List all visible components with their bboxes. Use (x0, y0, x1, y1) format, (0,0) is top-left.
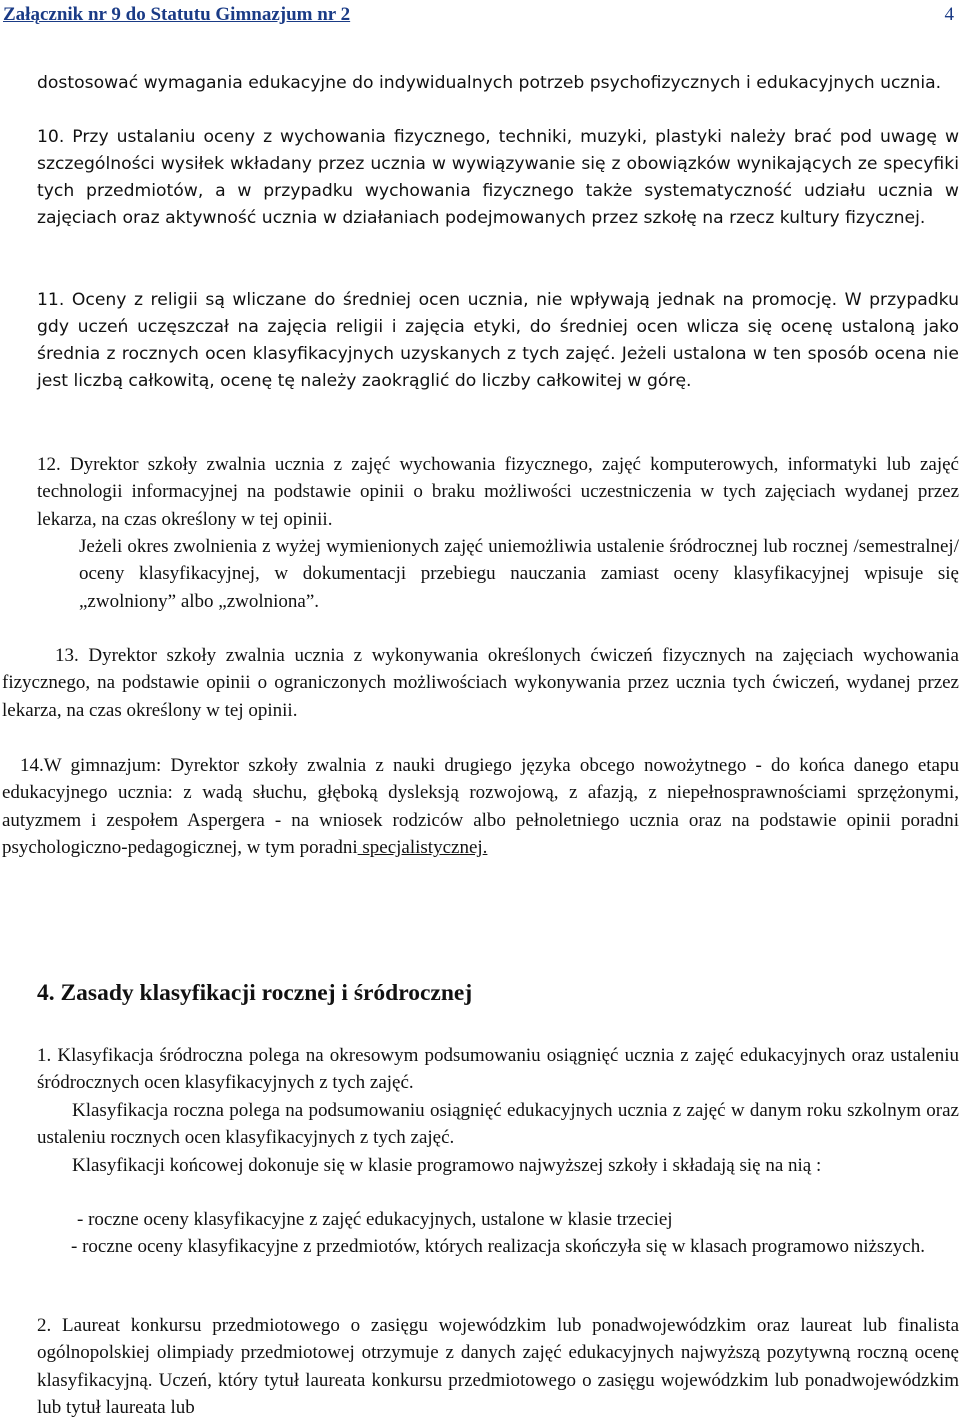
paragraph-14-underlined: specjalistycznej (357, 836, 483, 858)
dash-item-2: - roczne oceny klasyfikacyjne z przedmiotów, których realizacja skończyła się w klasach programowo niższych. (71, 1236, 925, 1257)
paragraph-10: 10. Przy ustalaniu oceny z wychowania fizycznego, techniki, muzyki, plastyki należy brać pod uwagę w szczególności wysiłek wkładany przez ucznia w wywiązywanie się z obowiązków wynikających ze specyfiki tych przedmiotów, a w przypadku wychowania fizycznego także systematyczność udziału ucznia w zajęciach oraz aktywność ucznia w działaniach podejmowanych przez szkołę na rzecz kultury fizycznej. (37, 127, 959, 228)
paragraph-12: 12. Dyrektor szkoły zwalnia ucznia z zajęć wychowania fizycznego, zajęć komputerowych, informatyki lub zajęć technologii informacyjnej na podstawie opinii o braku możliwości uczestniczenia w tych zajęciach wydanej przez lekarza, na czas określony w tej opinii. (37, 454, 959, 530)
document-header-title: Załącznik nr 9 do Statutu Gimnazjum nr 2 (3, 4, 351, 25)
paragraph-14-text: 14.W gimnazjum: Dyrektor szkoły zwalnia z nauki drugiego języka obcego nowożytnego - do końca danego etapu edukacyjnego ucznia: z wadą słuchu, głęboką dysleksją rozwojową, z afazją, z niepełnosprawnościami sprzężonymi, autyzmem i zespołem Aspergera - na wniosek rodziców albo pełnoletniego ucznia oraz na podstawie opinii poradni psychologiczno-pedagogicznej, w tym poradni (2, 755, 959, 858)
section-point-1: 1. Klasyfikacja śródroczna polega na okresowym podsumowaniu osiągnięć ucznia z zajęć edukacyjnych oraz ustaleniu śródrocznych ocen klasyfikacyjnych z tych zajęć. (37, 1045, 959, 1094)
page-number: 4 (944, 4, 954, 25)
paragraph-14-end: . (482, 836, 488, 858)
section-point-2: 2. Laureat konkursu przedmiotowego o zasięgu wojewódzkim lub ponadwojewódzkim oraz laureat lub finalista ogólnopolskiej olimpiady przedmiotowej otrzymuje z danych zajęć edukacyjnych najwyższą pozytywną roczną ocenę klasyfikacyjną. Uczeń, który tytuł laureata konkursu przedmiotowego o zasięgu wojewódzkim lub ponadwojewódzkim lub tytuł laureata lub (37, 1315, 959, 1418)
paragraph-11: 11. Oceny z religii są wliczane do średniej ocen ucznia, nie wpływają jednak na promocję. W przypadku gdy uczeń uczęszczał na zajęcia religii i zajęcia etyki, do średniej ocen wlicza się ocenę ustaloną jako średnia z rocznych ocen klasyfikacyjnych uzyskanych z tych zajęć. Jeżeli ustalona w ten sposób ocena nie jest liczbą całkowitą, ocenę tę należy zaokrąglić do liczby całkowitej w górę. (37, 290, 959, 391)
dash-item-1: - roczne oceny klasyfikacyjne z zajęć edukacyjnych, ustalone w klasie trzeciej (77, 1209, 673, 1230)
section-point-1-koncowa: Klasyfikacji końcowej dokonuje się w klasie programowo najwyższej szkoły i składają się na nią : (72, 1155, 822, 1176)
paragraph-9-continuation: dostosować wymagania edukacyjne do indywidualnych potrzeb psychofizycznych i edukacyjnych ucznia. (37, 73, 942, 93)
section-heading: 4. Zasady klasyfikacji rocznej i śródrocznej (37, 980, 473, 1006)
section-point-1-roczna: Klasyfikacja roczna polega na podsumowaniu osiągnięć edukacyjnych ucznia z zajęć w danym roku szkolnym oraz ustaleniu rocznych ocen klasyfikacyjnych z tych zajęć. (37, 1100, 959, 1149)
paragraph-13: 13. Dyrektor szkoły zwalnia ucznia z wykonywania określonych ćwiczeń fizycznych na zajęciach wychowania fizycznego, na podstawie opinii o ograniczonych możliwościach wykonywania przez ucznia tych ćwiczeń, wydanej przez lekarza, na czas określony w tej opinii. (2, 645, 959, 721)
paragraph-12-zwolnienie: Jeżeli okres zwolnienia z wyżej wymienionych zajęć uniemożliwia ustalenie śródrocznej lub rocznej /semestralnej/ oceny klasyfikacyjnej, w dokumentacji przebiegu nauczania zamiast oceny klasyfikacyjnej wpisuje się „zwolniony” albo „zwolniona”. (79, 536, 959, 612)
paragraph-14 (2, 752, 959, 861)
